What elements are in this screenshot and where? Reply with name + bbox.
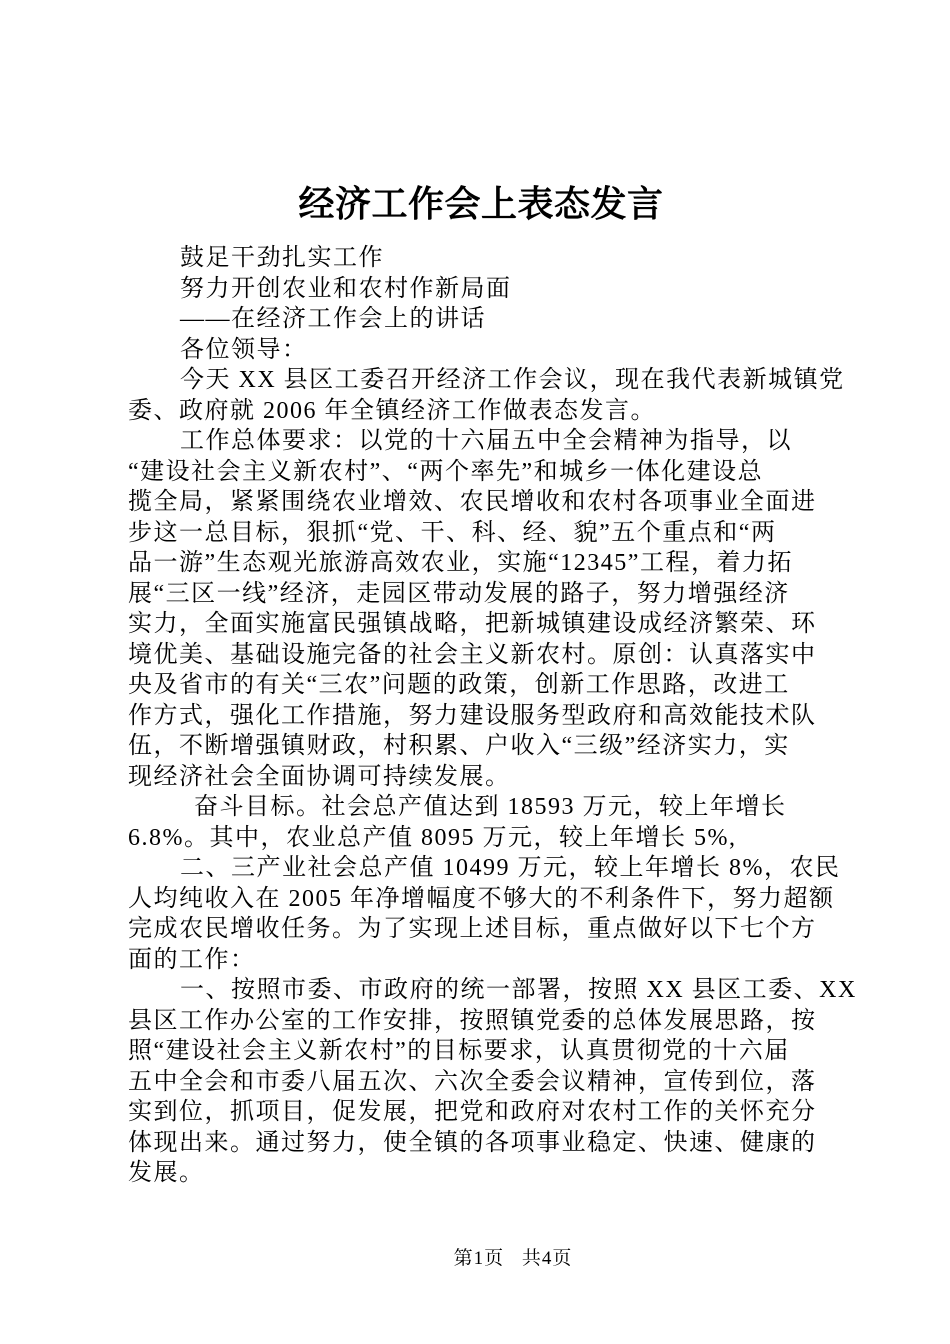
- text-line: 今天 XX 县区工委召开经济工作会议，现在我代表新城镇党: [180, 367, 845, 393]
- page-count: 共4页: [521, 1248, 573, 1269]
- text-line: 奋斗目标。社会总产值达到 18593 万元，较上年增长: [194, 794, 787, 820]
- text-line: 伍，不断增强镇财政，村积累、户收入“三级”经济实力，实: [128, 733, 790, 759]
- text-line: 委、政府就 2006 年全镇经济工作做表态发言。: [128, 397, 656, 424]
- document-content: [128, 181, 857, 1189]
- text-line: 一、按照市委、市政府的统一部署，按照 XX 县区工委、XX: [180, 977, 857, 1003]
- text-line: 人均纯收入在 2005 年净增幅度不够大的不利条件下，努力超额: [128, 885, 835, 912]
- body-text: [128, 243, 857, 1189]
- text-line: 完成农民增收任务。为了实现上述目标，重点做好以下七个方: [128, 916, 817, 942]
- text-line: 作方式，强化工作措施，努力建设服务型政府和高效能技术队: [128, 702, 817, 729]
- text-line: 展“三区一线”经济，走园区带动发展的路子，努力增强经济: [128, 580, 790, 607]
- text-line: 鼓足干劲扎实工作: [180, 245, 384, 271]
- text-line: 体现出来。通过努力，使全镇的各项事业稳定、快速、健康的: [128, 1129, 817, 1156]
- text-line: 二、三产业社会总产值 10499 万元，较上年增长 8%，农民: [180, 855, 841, 881]
- text-line: 实力，全面实施富民强镇战略，把新城镇建设成经济繁荣、环: [128, 611, 817, 637]
- text-line: 照“建设社会主义新农村”的目标要求，认真贯彻党的十六届: [128, 1038, 790, 1064]
- page-footer: [128, 1243, 834, 1270]
- text-line: 各位领导：: [180, 336, 308, 363]
- text-line: “建设社会主义新农村”、“两个率先”和城乡一体化建设总: [128, 458, 764, 485]
- text-line: ——在经济工作会上的讲话: [180, 306, 486, 332]
- text-line: 揽全局，紧紧围绕农业增效、农民增收和农村各项事业全面进: [128, 489, 817, 515]
- text-line: 县区工作办公室的工作安排，按照镇党委的总体发展思路，按: [128, 1007, 817, 1034]
- document-title: 经济工作会上表态发言: [298, 183, 664, 224]
- text-line: 品一游”生态观光旅游高效农业，实施“12345”工程，着力拓: [128, 550, 793, 576]
- text-line: 6.8%。其中，农业总产值 8095 万元，较上年增长 5%,: [128, 824, 737, 851]
- text-line: 实到位，抓项目，促发展，把党和政府对农村工作的关怀充分: [128, 1099, 817, 1125]
- text-line: 现经济社会全面协调可持续发展。: [128, 763, 511, 790]
- text-line: 工作总体要求：以党的十六届五中全会精神为指导，以: [180, 428, 792, 454]
- text-line: 五中全会和市委八届五次、六次全委会议精神，宣传到位，落: [128, 1068, 817, 1095]
- text-line: 发展。: [128, 1160, 205, 1186]
- text-line: 面的工作：: [128, 946, 256, 973]
- text-line: 步这一总目标，狠抓“党、干、科、经、貌”五个重点和“两: [128, 519, 777, 546]
- page-number: 第1页: [453, 1248, 505, 1269]
- text-line: 央及省市的有关“三农”问题的政策，创新工作思路，改进工: [128, 672, 790, 698]
- text-line: 努力开创农业和农村作新局面: [180, 275, 512, 302]
- text-line: 境优美、基础设施完备的社会主义新农村。原创：认真落实中: [128, 641, 817, 668]
